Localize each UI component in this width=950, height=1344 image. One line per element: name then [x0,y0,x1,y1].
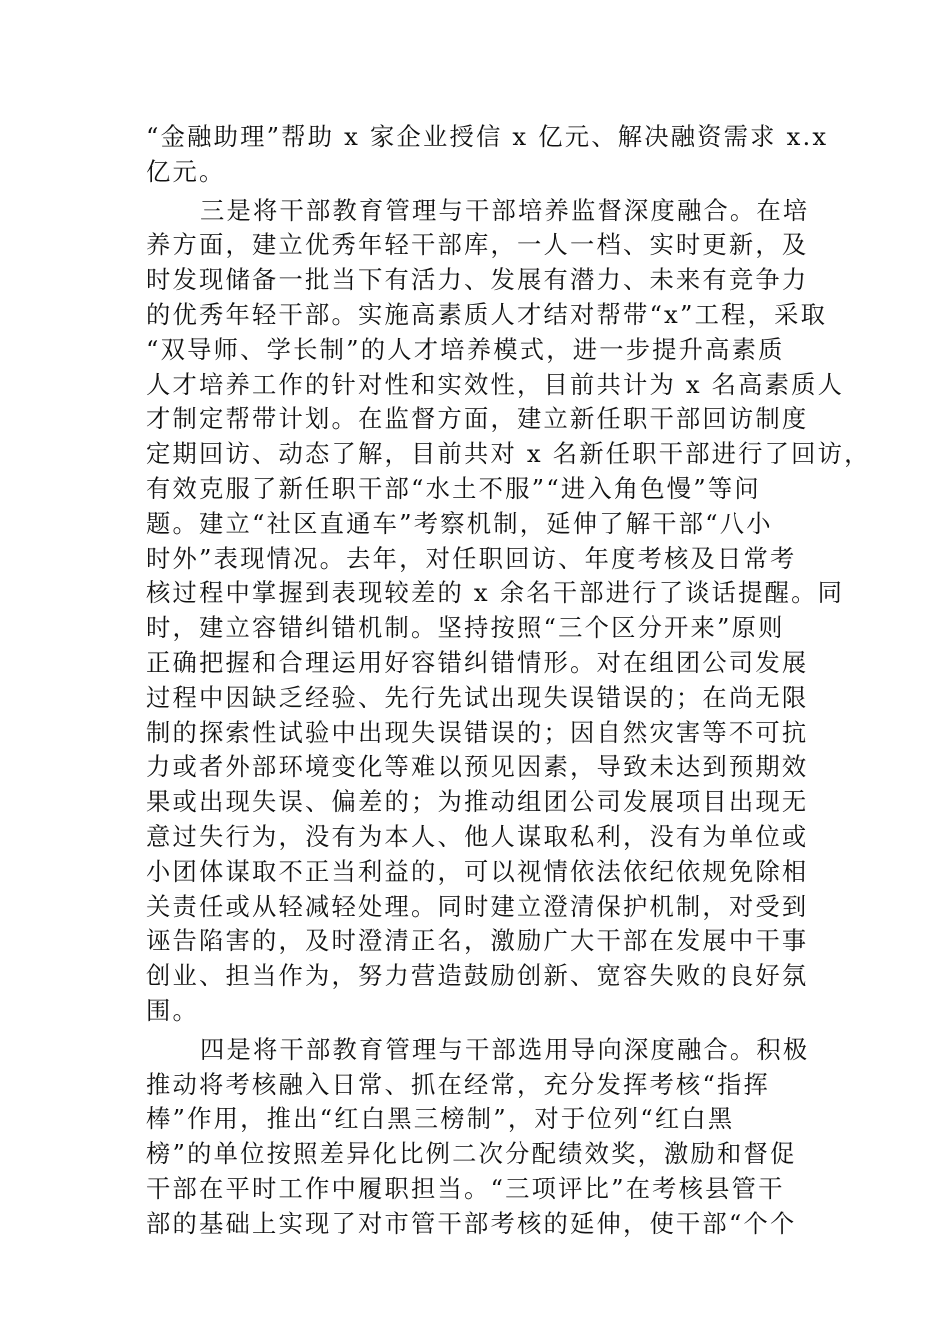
text-line: 正确把握和合理运用好容错纠错情形。对在组团公司发展 [146,647,809,677]
text-line: 棒”作用，推出“红白黑三榜制”，对于位列“红白黑 [146,1104,735,1134]
text-line: 诬告陷害的，及时澄清正名，激励广大干部在发展中干事 [146,926,809,956]
text-line: 意过失行为，没有为本人、他人谋取私利，没有为单位或 [146,821,809,851]
text-line: 定期回访、动态了解，目前共对 x 名新任职干部进行了回访， [146,439,871,469]
text-line: 题。建立“社区直通车”考察机制，延伸了解干部“八小 [146,508,773,538]
text-line: 有效克服了新任职干部“水土不服”“进入角色慢”等问 [146,473,761,503]
text-line: 制的探索性试验中出现失误错误的；因自然灾害等不可抗 [146,717,809,747]
text-line: 四是将干部教育管理与干部选用导向深度融合。积极 [200,1034,810,1064]
text-line: 核过程中掌握到表现较差的 x 余名干部进行了谈话提醒。同 [146,578,845,608]
text-line: 力或者外部环境变化等难以预见因素，导致未达到预期效 [146,752,809,782]
text-line: “金融助理”帮助 x 家企业授信 x 亿元、解决融资需求 x.x [146,122,829,151]
text-line: 三是将干部教育管理与干部培养监督深度融合。在培 [200,195,810,225]
text-line: 时，建立容错纠错机制。坚持按照“三个区分开来”原则 [146,613,785,643]
text-line: 养方面，建立优秀年轻干部库，一人一档、实时更新，及 [146,230,809,260]
text-line: 部的基础上实现了对市管干部考核的延伸，使干部“个个 [146,1208,797,1238]
document-body [146,120,871,1242]
text-line: 创业、担当作为，努力营造鼓励创新、宽容失败的良好氛 [146,961,809,991]
paragraph [146,1033,808,1242]
text-line: 过程中因缺乏经验、先行先试出现失误错误的；在尚无限 [146,682,809,712]
text-line: 时外”表现情况。去年，对任职回访、年度考核及日常考 [146,543,797,573]
text-line: 果或出现失误、偏差的；为推动组团公司发展项目出现无 [146,787,809,817]
text-line: “双导师、学长制”的人才培养模式，进一步提升高素质 [146,334,785,364]
text-line: 榜”的单位按照差异化比例二次分配绩效奖，激励和督促 [146,1139,797,1169]
text-line: 时发现储备一批当下有活力、发展有潜力、未来有竞争力 [146,265,809,295]
text-line: 的优秀年轻干部。实施高素质人才结对帮带“x”工程，采取 [146,299,828,329]
text-line: 才制定帮带计划。在监督方面，建立新任职干部回访制度 [146,404,809,434]
paragraph [146,194,871,1029]
text-line: 围。 [146,995,199,1025]
text-line: 人才培养工作的针对性和实效性，目前共计为 x 名高素质人 [146,369,845,399]
text-line: 关责任或从轻减轻处理。同时建立澄清保护机制，对受到 [146,891,809,921]
text-line: 推动将考核融入日常、抓在经常，充分发挥考核“指挥 [146,1069,771,1099]
text-line: 亿元。 [146,156,226,186]
paragraph [146,120,829,190]
text-line: 小团体谋取不正当利益的，可以视情依法依纪依规免除相 [146,856,809,886]
text-line: 干部在平时工作中履职担当。“三项评比”在考核县管干 [146,1173,785,1203]
